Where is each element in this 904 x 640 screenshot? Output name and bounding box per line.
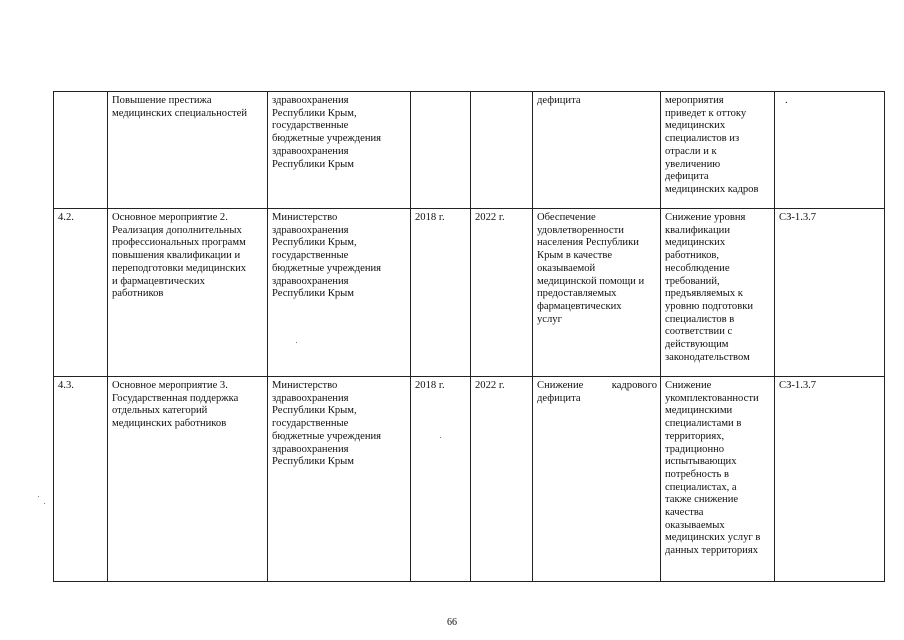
cell-link: СЗ-1.3.7 bbox=[775, 377, 885, 582]
cell-measure-name: Основное мероприятие 3. Государственная поддержка отдельных категорий медицинских работников bbox=[108, 377, 268, 582]
table-row bbox=[54, 209, 885, 377]
scan-speck bbox=[296, 342, 297, 343]
cell-expected-result: Снижение кадрового дефицита bbox=[533, 377, 661, 582]
measures-table bbox=[53, 91, 885, 582]
scan-speck bbox=[44, 503, 45, 504]
cell-number: 4.3. bbox=[54, 377, 108, 582]
cell-consequence: Снижение уровня квалификации медицинских работников, несоблюдение требований, предъявляемых к уровню подготовки специалистов в соответствии с действующим законодательством bbox=[661, 209, 775, 377]
cell-number bbox=[54, 92, 108, 209]
cell-consequence: Снижение укомплектованности медицинскими специалистами в территориях, традиционно испытывающих потребность в специалистах, а также снижение качества оказываемых медицинских услуг в данных территориях bbox=[661, 377, 775, 582]
cell-measure-name: Основное мероприятие 2. Реализация дополнительных профессиональных программ повышения квалификации и переподготовки медицинских и фармацевтических работников bbox=[108, 209, 268, 377]
table-row bbox=[54, 377, 885, 582]
scan-speck bbox=[440, 437, 441, 438]
cell-consequence: мероприятия приведет к оттоку медицинских специалистов из отрасли и к увеличению дефицита медицинских кадров bbox=[661, 92, 775, 209]
cell-start-year: 2018 г. bbox=[411, 377, 471, 582]
cell-executor: Министерство здравоохранения Республики Крым, государственные бюджетные учреждения здравоохранения Республики Крым bbox=[268, 377, 411, 582]
cell-end-year: 2022 г. bbox=[471, 377, 533, 582]
cell-expected-result: дефицита bbox=[533, 92, 661, 209]
cell-number: 4.2. bbox=[54, 209, 108, 377]
cell-end-year bbox=[471, 92, 533, 209]
cell-link: СЗ-1.3.7 bbox=[775, 209, 885, 377]
cell-executor: здравоохранения Республики Крым, государственные бюджетные учреждения здравоохранения Республики Крым bbox=[268, 92, 411, 209]
page-number: 66 bbox=[447, 617, 457, 628]
cell-expected-result: Обеспечение удовлетворенности населения Республики Крым в качестве оказываемой медицинской помощи и предоставляемых фармацевтических услуг bbox=[533, 209, 661, 377]
scan-speck bbox=[38, 496, 39, 497]
table-row bbox=[54, 92, 885, 209]
cell-start-year: 2018 г. bbox=[411, 209, 471, 377]
cell-start-year bbox=[411, 92, 471, 209]
cell-end-year: 2022 г. bbox=[471, 209, 533, 377]
cell-measure-name: Повышение престижа медицинских специальностей bbox=[108, 92, 268, 209]
cell-executor: Министерство здравоохранения Республики Крым, государственные бюджетные учреждения здравоохранения Республики Крым bbox=[268, 209, 411, 377]
cell-link: . bbox=[775, 92, 885, 209]
